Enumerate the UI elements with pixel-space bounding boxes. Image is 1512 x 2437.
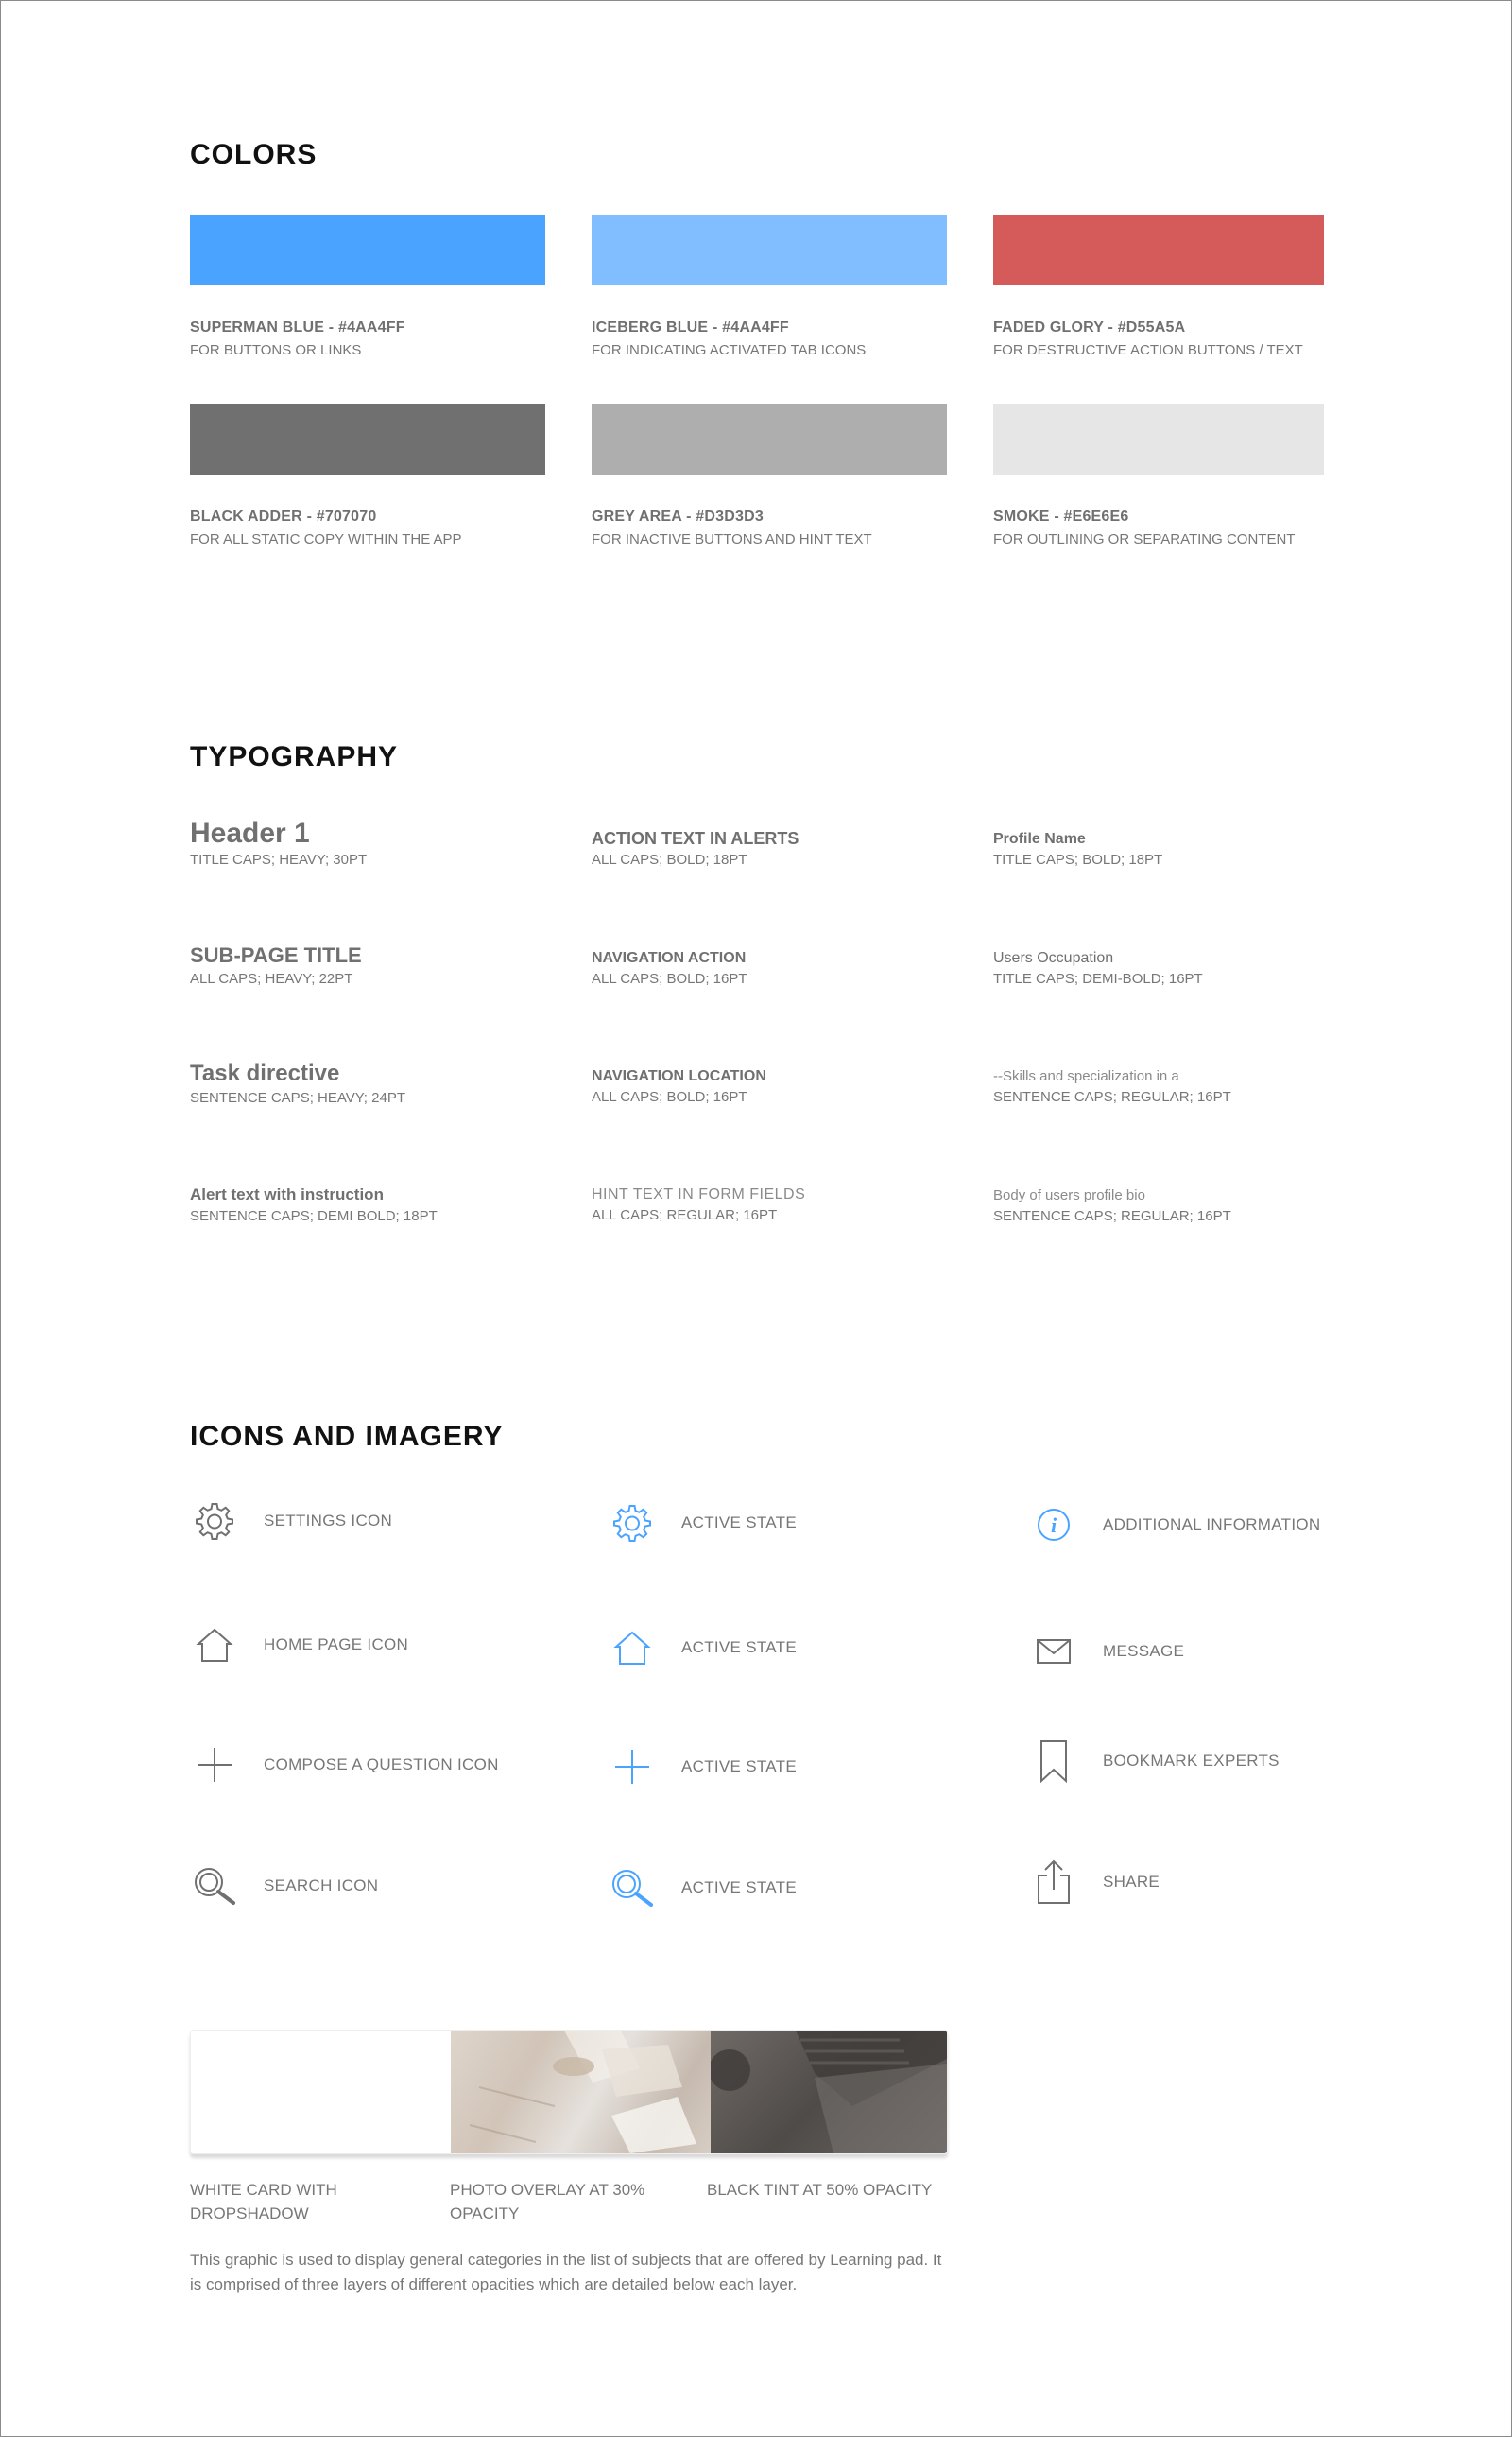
- icon-label: SHARE: [1103, 1873, 1160, 1891]
- share-icon: [1029, 1858, 1078, 1907]
- swatch-description: FOR OUTLINING OR SEPARATING CONTENT: [993, 531, 1296, 547]
- type-spec: SENTENCE CAPS; HEAVY; 24PT: [190, 1090, 405, 1106]
- color-swatch-faded-glory: [993, 215, 1324, 358]
- swatch-description: FOR INACTIVE BUTTONS AND HINT TEXT: [592, 531, 872, 547]
- type-spec: ALL CAPS; BOLD; 16PT: [592, 1089, 747, 1105]
- white-card-layer: [191, 2031, 451, 2153]
- icon-row-home-active: [608, 1623, 797, 1672]
- type-spec: TITLE CAPS; DEMI-BOLD; 16PT: [993, 971, 1203, 987]
- black-tint-layer: [711, 2031, 947, 2153]
- type-sample-text: Header 1: [190, 818, 310, 849]
- swatch-color-block: [592, 404, 947, 475]
- swatch-name: SUPERMAN BLUE - #4AA4FF: [190, 320, 405, 336]
- swatch-description: FOR INDICATING ACTIVATED TAB ICONS: [592, 342, 867, 358]
- color-swatch-grey-area: [592, 404, 947, 547]
- search-icon: [190, 1861, 239, 1910]
- type-spec: SENTENCE CAPS; REGULAR; 16PT: [993, 1208, 1231, 1224]
- type-spec: ALL CAPS; HEAVY; 22PT: [190, 971, 353, 987]
- icon-row-info: [1029, 1500, 1320, 1549]
- type-sample-text: NAVIGATION LOCATION: [592, 1068, 766, 1084]
- svg-text:i: i: [1050, 1513, 1057, 1537]
- type-spec: SENTENCE CAPS; DEMI BOLD; 18PT: [190, 1208, 438, 1224]
- icon-row-compose-active: [608, 1742, 797, 1791]
- type-sample-text: ACTION TEXT IN ALERTS: [592, 829, 799, 848]
- caption-black-tint: BLACK TINT AT 50% OPACITY: [707, 2181, 933, 2199]
- icon-label: MESSAGE: [1103, 1642, 1185, 1660]
- message-icon: [1029, 1627, 1078, 1676]
- type-sample-action-text: [592, 827, 951, 868]
- icon-label: SETTINGS ICON: [264, 1512, 393, 1530]
- type-sample-sub-page-title: [190, 942, 549, 987]
- icons-section-title: ICONS AND IMAGERY: [190, 1421, 504, 1452]
- swatch-name: SMOKE - #E6E6E6: [993, 509, 1129, 525]
- type-sample-skills: [993, 1066, 1352, 1105]
- color-swatch-iceberg-blue: [592, 215, 947, 358]
- type-sample-task-directive: [190, 1060, 549, 1106]
- icon-row-compose: [190, 1740, 499, 1789]
- icon-label: ACTIVE STATE: [681, 1878, 797, 1896]
- swatch-description: FOR ALL STATIC COPY WITHIN THE APP: [190, 531, 462, 547]
- icon-row-search-active: [608, 1863, 797, 1912]
- type-sample-text: Users Occupation: [993, 950, 1114, 966]
- type-sample-text: Task directive: [190, 1061, 340, 1086]
- icon-label: BOOKMARK EXPERTS: [1103, 1752, 1280, 1770]
- color-swatch-superman-blue: [190, 215, 545, 358]
- type-sample-text: --Skills and specialization in a: [993, 1068, 1179, 1084]
- swatch-name: GREY AREA - #D3D3D3: [592, 509, 764, 525]
- icon-label: HOME PAGE ICON: [264, 1635, 409, 1653]
- type-sample-navigation-action: [592, 948, 951, 987]
- home-icon: [190, 1620, 239, 1669]
- swatch-color-block: [190, 404, 545, 475]
- type-sample-header-1: [190, 818, 549, 868]
- imagery-footnote: This graphic is used to display general categories in the list of subjects that are offered by Learning pad. It is comprised of three layers of different opacities which are detailed below each layer.: [190, 2251, 942, 2293]
- color-swatch-black-adder: [190, 404, 545, 547]
- colors-section-title: COLORS: [190, 139, 318, 170]
- type-sample-text: NAVIGATION ACTION: [592, 950, 747, 966]
- icon-label: ADDITIONAL INFORMATION: [1103, 1515, 1321, 1533]
- swatch-description: FOR BUTTONS OR LINKS: [190, 342, 362, 358]
- caption-photo-overlay: PHOTO OVERLAY AT 30% OPACITY: [450, 2181, 645, 2222]
- type-spec: TITLE CAPS; HEAVY; 30PT: [190, 852, 368, 868]
- type-sample-text: Alert text with instruction: [190, 1185, 384, 1203]
- color-swatch-smoke: [993, 404, 1324, 547]
- swatch-name: FADED GLORY - #D55A5A: [993, 320, 1186, 336]
- icon-label: SEARCH ICON: [264, 1876, 379, 1894]
- type-spec: ALL CAPS; REGULAR; 16PT: [592, 1207, 778, 1223]
- type-sample-navigation-location: [592, 1066, 951, 1105]
- type-sample-hint-text: [592, 1184, 951, 1223]
- compose-icon: [190, 1740, 239, 1789]
- type-sample-profile-bio: [993, 1185, 1352, 1224]
- typography-section-title: TYPOGRAPHY: [190, 741, 399, 772]
- type-sample-text: Profile Name: [993, 831, 1086, 847]
- swatch-color-block: [592, 215, 947, 285]
- icon-row-bookmark: [1029, 1737, 1280, 1786]
- icon-label: ACTIVE STATE: [681, 1638, 797, 1656]
- type-spec: SENTENCE CAPS; REGULAR; 16PT: [993, 1089, 1231, 1105]
- category-card-layers: [190, 2030, 948, 2154]
- icon-label: ACTIVE STATE: [681, 1757, 797, 1775]
- type-sample-text: HINT TEXT IN FORM FIELDS: [592, 1186, 806, 1202]
- swatch-color-block: [190, 215, 545, 285]
- icon-row-settings: [190, 1496, 392, 1546]
- type-sample-alert-text: [190, 1184, 549, 1224]
- bookmark-icon: [1029, 1737, 1078, 1786]
- type-sample-users-occupation: [993, 948, 1352, 987]
- type-sample-profile-name: [993, 829, 1352, 868]
- icon-row-home: [190, 1620, 408, 1669]
- icon-row-message: [1029, 1627, 1184, 1676]
- icon-row-search: [190, 1861, 378, 1910]
- icon-label: COMPOSE A QUESTION ICON: [264, 1755, 499, 1773]
- swatch-color-block: [993, 215, 1324, 285]
- compose-active-icon: [608, 1742, 657, 1791]
- type-spec: ALL CAPS; BOLD; 16PT: [592, 971, 747, 987]
- caption-white-card: WHITE CARD WITH DROPSHADOW: [190, 2181, 337, 2222]
- icon-row-share: [1029, 1858, 1160, 1907]
- type-spec: ALL CAPS; BOLD; 18PT: [592, 852, 747, 868]
- swatch-color-block: [993, 404, 1324, 475]
- type-sample-text: Body of users profile bio: [993, 1187, 1145, 1203]
- icon-label: ACTIVE STATE: [681, 1513, 797, 1531]
- home-active-icon: [608, 1623, 657, 1672]
- type-sample-text: SUB-PAGE TITLE: [190, 943, 362, 967]
- swatch-name: BLACK ADDER - #707070: [190, 509, 377, 525]
- swatch-name: ICEBERG BLUE - #4AA4FF: [592, 320, 789, 336]
- settings-icon: [190, 1496, 239, 1546]
- swatch-description: FOR DESTRUCTIVE ACTION BUTTONS / TEXT: [993, 342, 1303, 358]
- settings-active-icon: [608, 1498, 657, 1547]
- photo-overlay-layer: [451, 2031, 711, 2153]
- info-icon: [1029, 1500, 1078, 1549]
- search-active-icon: [608, 1863, 657, 1912]
- icon-row-settings-active: [608, 1498, 797, 1547]
- type-spec: TITLE CAPS; BOLD; 18PT: [993, 852, 1163, 868]
